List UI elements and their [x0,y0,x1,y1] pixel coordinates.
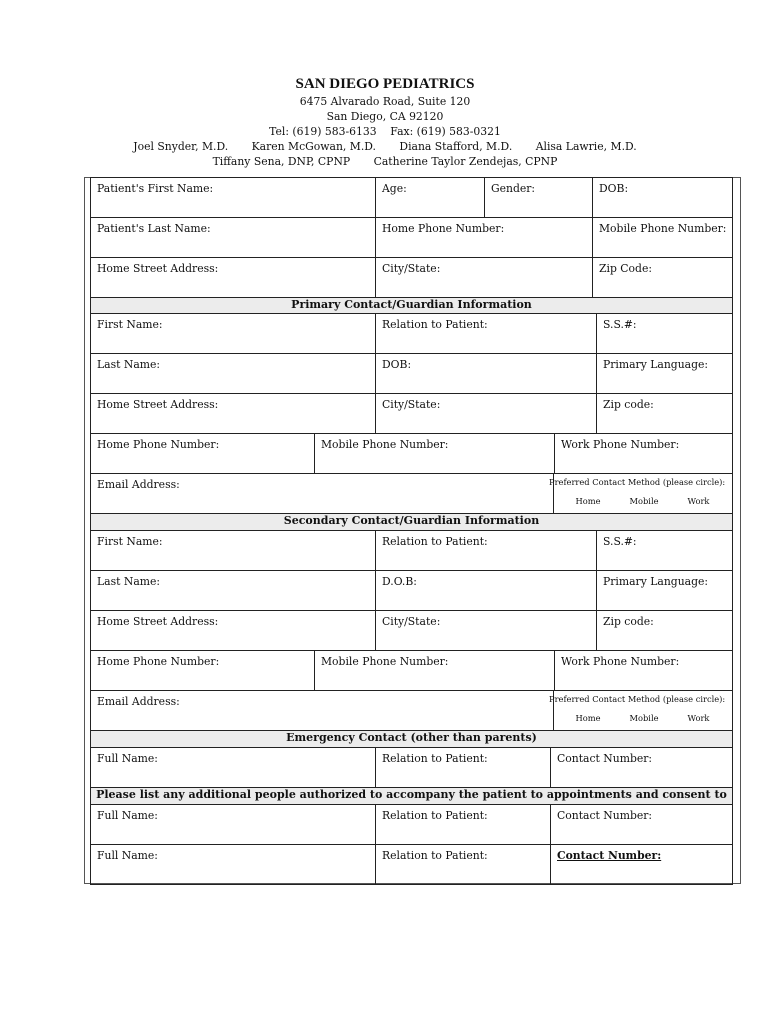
emergency-full-name-field[interactable]: Full Name: [90,747,376,788]
patient-zip-field[interactable]: Zip Code: [592,257,733,298]
doctor-list-1 [0,139,770,154]
patient-age-field[interactable]: Age: [375,177,485,218]
primary-ss-field[interactable]: S.S.#: [596,313,733,354]
primary-home-phone-field[interactable]: Home Phone Number: [90,433,315,474]
provider-name: Tiffany Sena, DNP, CPNP [212,155,351,168]
authorized-relation-field[interactable]: Relation to Patient: [375,844,551,885]
patient-dob-field[interactable]: DOB: [592,177,733,218]
primary-contact-heading: Primary Contact/Guardian Information [90,297,733,314]
option-mobile[interactable]: Mobile [629,713,659,723]
secondary-contact-heading: Secondary Contact/Guardian Information [90,513,733,531]
primary-language-field[interactable]: Primary Language: [596,353,733,394]
preferred-contact-label: Preferred Contact Method (please circle): [549,694,726,704]
primary-first-name-field[interactable]: First Name: [90,313,376,354]
secondary-work-phone-field[interactable]: Work Phone Number: [554,650,733,691]
doctor-name: Karen McGowan, M.D. [251,140,376,153]
authorized-relation-field[interactable]: Relation to Patient: [375,804,551,845]
secondary-ss-field[interactable]: S.S.#: [596,530,733,571]
primary-dob-field[interactable]: DOB: [375,353,597,394]
secondary-street-field[interactable]: Home Street Address: [90,610,376,651]
primary-street-field[interactable]: Home Street Address: [90,393,376,434]
primary-city-state-field[interactable]: City/State: [375,393,597,434]
option-work[interactable]: Work [687,496,710,506]
primary-relation-field[interactable]: Relation to Patient: [375,313,597,354]
primary-last-name-field[interactable]: Last Name: [90,353,376,394]
emergency-contact-heading: Emergency Contact (other than parents) [90,730,733,748]
patient-first-name-field[interactable]: Patient's First Name: [90,177,376,218]
primary-preferred-contact [549,473,733,514]
secondary-zip-field[interactable]: Zip code: [596,610,733,651]
authorized-people-heading: Please list any additional people authorized to accompany the patient to appointments and consent to [90,787,733,805]
option-home[interactable]: Home [575,713,601,723]
primary-email-field[interactable]: Email Address: [90,473,554,514]
secondary-relation-field[interactable]: Relation to Patient: [375,530,597,571]
doctor-list-2 [0,154,770,169]
secondary-city-state-field[interactable]: City/State: [375,610,597,651]
doctor-name: Alisa Lawrie, M.D. [535,140,637,153]
practice-address-line2: San Diego, CA 92120 [326,110,444,123]
patient-home-phone-field[interactable]: Home Phone Number: [375,217,593,258]
option-home[interactable]: Home [575,496,601,506]
option-mobile[interactable]: Mobile [629,496,659,506]
primary-mobile-phone-field[interactable]: Mobile Phone Number: [314,433,555,474]
practice-phones: Tel: (619) 583-6133 Fax: (619) 583-0321 [269,125,501,138]
authorized-full-name-field[interactable]: Full Name: [90,804,376,845]
preferred-contact-label: Preferred Contact Method (please circle): [549,477,726,487]
doctor-name: Joel Snyder, M.D. [133,140,229,153]
patient-mobile-phone-field[interactable]: Mobile Phone Number: [592,217,733,258]
secondary-last-name-field[interactable]: Last Name: [90,570,376,611]
doctor-name: Diana Stafford, M.D. [399,140,513,153]
secondary-email-field[interactable]: Email Address: [90,690,554,731]
authorized-full-name-field[interactable]: Full Name: [90,844,376,885]
patient-last-name-field[interactable]: Patient's Last Name: [90,217,376,258]
emergency-relation-field[interactable]: Relation to Patient: [375,747,551,788]
patient-city-state-field[interactable]: City/State: [375,257,593,298]
secondary-home-phone-field[interactable]: Home Phone Number: [90,650,315,691]
secondary-first-name-field[interactable]: First Name: [90,530,376,571]
secondary-dob-field[interactable]: D.O.B: [375,570,597,611]
authorized-contact-number-field[interactable]: Contact Number: [550,804,733,845]
patient-street-field[interactable]: Home Street Address: [90,257,376,298]
primary-work-phone-field[interactable]: Work Phone Number: [554,433,733,474]
patient-gender-field[interactable]: Gender: [484,177,593,218]
practice-name: SAN DIEGO PEDIATRICS [295,76,475,92]
practice-address-line1: 6475 Alvarado Road, Suite 120 [299,95,471,108]
secondary-mobile-phone-field[interactable]: Mobile Phone Number: [314,650,555,691]
option-work[interactable]: Work [687,713,710,723]
primary-zip-field[interactable]: Zip code: [596,393,733,434]
secondary-language-field[interactable]: Primary Language: [596,570,733,611]
secondary-preferred-contact [549,690,733,731]
form-header [0,74,770,169]
emergency-contact-number-field[interactable]: Contact Number: [550,747,733,788]
authorized-contact-number-field[interactable]: Contact Number: [550,844,733,885]
provider-name: Catherine Taylor Zendejas, CPNP [373,155,558,168]
